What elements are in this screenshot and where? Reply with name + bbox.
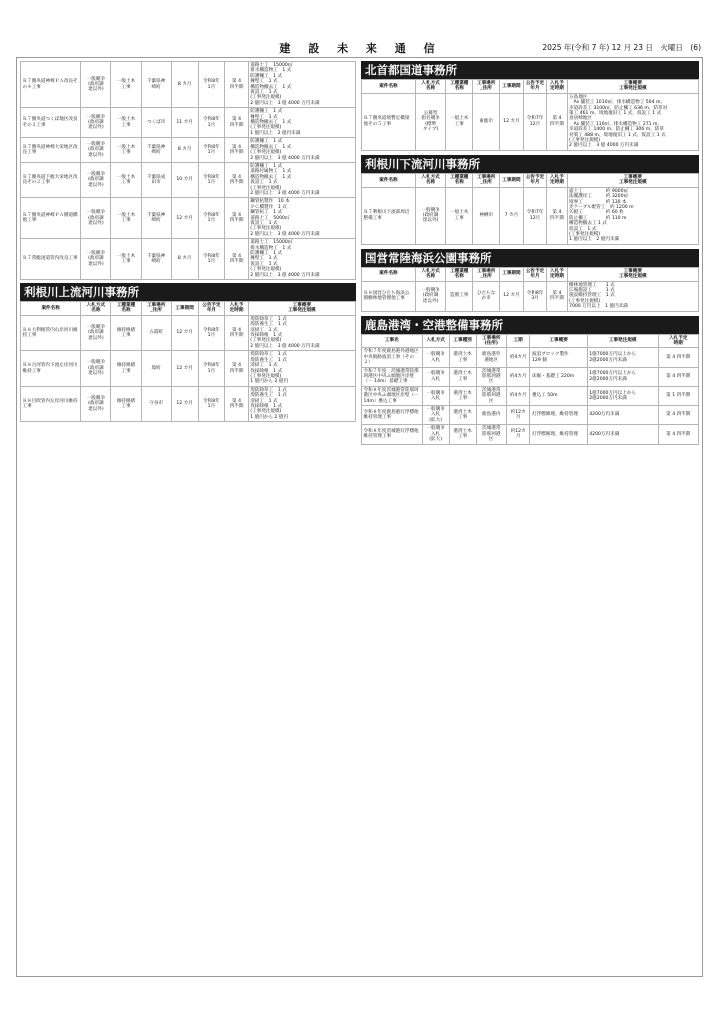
- cell-timing: 第 4 四半期: [225, 138, 248, 163]
- table-row: [21, 108, 356, 138]
- cell-period: 12 カ月: [500, 281, 524, 311]
- cell-period: 7 カ月: [500, 187, 524, 244]
- column-header: 入札予定 時期: [658, 334, 698, 348]
- cell-bid: 一般競争 入札: [422, 367, 449, 386]
- cell-scale: 1億7000万円以上から 2億2000万円未満: [587, 367, 658, 386]
- cell-overview: 裏込工 50m: [530, 386, 587, 405]
- cell-type: 港湾土木 工事: [449, 386, 476, 405]
- cell-name: 令和８年度鹿島港灯浮標他維持管理工事: [362, 406, 423, 425]
- column-header: 公告予定 年月: [198, 302, 225, 316]
- section-heading-tone-upper: 利根川上流河川事務所: [20, 283, 356, 301]
- cell-name: Ｒ７圏央道神崎大栄地区改良工事: [21, 138, 81, 163]
- column-header: 入札予 定時期: [547, 173, 567, 187]
- column-header: 工事概要 工事発注規模: [567, 173, 698, 187]
- column-header: 入札方式 名称: [415, 80, 445, 94]
- cell-timing: 第 4 四半期: [547, 281, 567, 311]
- cell-name: 令和７年度 茨城港常陸那珂港区中央ふ頭地区岸壁（－ 14m）基礎工事: [362, 367, 423, 386]
- left-column: [20, 61, 356, 422]
- cell-period: 12 カ月: [171, 351, 198, 386]
- cell-place: 千葉県神 崎町: [141, 198, 171, 239]
- column-header: 工事概要 工事発注規模: [567, 267, 698, 281]
- cell-overview: 樹林地管理工 1 式 広場施設工 1 式 施設維持管理工 1 式 (工事発注規模) 7000 万円以上 1 億円未満: [567, 281, 698, 311]
- cell-type: 港湾土木 工事: [449, 406, 476, 425]
- table-row: [362, 187, 699, 244]
- cell-place: 東総市: [473, 93, 500, 150]
- cell-period: 8 カ月: [171, 62, 198, 108]
- cell-period: 約4カ月: [506, 367, 530, 386]
- column-header: 工事期間: [500, 267, 524, 281]
- cell-scale: 4200万円未満: [587, 406, 658, 425]
- cell-place: 千葉県神 崎町: [141, 138, 171, 163]
- cell-overview: 防護柵工 1 式 構造物撤去工 1 式 (工事発注規模) 2 億円以上 3 億 4000 万円未満: [248, 138, 355, 163]
- cell-name: Ｒ７圏央道神崎ＰＡ改良その４工事: [21, 62, 81, 108]
- column-header: 工種業種 名称: [446, 173, 473, 187]
- cell-overview: 堤防除草工 1 式 堤防養生工 1 式 清掃工 1 式 伐採除根 1 式 (工事発注規模) 2 億円以上 3 億 4000 万円未満: [248, 315, 355, 350]
- cell-timing: 第 4 四半期: [547, 187, 567, 244]
- cell-overview: 灯浮標修理、維持管理: [530, 406, 587, 425]
- cell-type: 一般土木 工事: [111, 239, 141, 280]
- section-heading-hitachi: 国営常陸海浜公園事務所: [361, 249, 699, 267]
- cell-period: 約4カ月: [506, 348, 530, 367]
- cell-bid: 一般競争 (政府調 達以外): [415, 281, 445, 311]
- cell-timing: 第 4 四半期: [225, 239, 248, 280]
- cell-overview: 五島地区 As 舗装工 1010㎡、排水構造物工 504 m、 歩道段差工 3100㎡、防止柵工 636 m、防草対 策工 461 m、境地復旧工 1 式、仮設工 1 式 鳥居崎地区 As 舗装工 116㎡、排水構造物工 271 m、 歩道段差工 1400 m、防止柵工 306 m、防草 対策工 488 m、境地復旧工 1 式、仮設工 1 式 (工事発注規模) 2 億円以上 3 億 4000 万円未満: [567, 93, 698, 150]
- cell-bid: 一般競争 入札 (拡大): [422, 406, 449, 425]
- table-kitashuto: [361, 79, 699, 151]
- cell-overview: 波浪ブロック製作 129 個: [530, 348, 587, 367]
- issue-date: 2025 年(令和 7 年) 12 月 23 日 火曜日 (6): [542, 43, 701, 52]
- cell-timing: 第 4 四半期: [225, 198, 248, 239]
- cell-name: Ｒ７圏央道境暫定橋梁他その５工事: [362, 93, 416, 150]
- cell-scale: 1億7000万円以上から 2億2000万円未満: [587, 348, 658, 367]
- table-row: [21, 162, 356, 197]
- cell-place: 五霞町: [141, 315, 171, 350]
- cell-name: 令和８年度茨城港常陸那珂港区中央ふ頭地区岸壁（－ 14m）裏込工事: [362, 386, 423, 405]
- table-row: [362, 406, 699, 425]
- cell-type: 維持修繕 工事: [111, 351, 141, 386]
- cell-notice: 令和8年 1月: [198, 138, 225, 163]
- cell-name: Ｒ８大利根管内右岸河川維持工事: [21, 315, 81, 350]
- cell-type: 一般土木 工事: [111, 108, 141, 138]
- cell-notice: 令和8年 1月: [198, 386, 225, 421]
- column-header: 公告予定 年月: [523, 80, 547, 94]
- section-heading-kitashuto: 北首都国道事務所: [361, 61, 699, 79]
- cell-overview: 防護柵工 1 式 擁壁工 1 式 構造物撤去工 1 式 (工事発注規模) 1 億円以上 2 億円未満: [248, 108, 355, 138]
- column-header: 工事発注規模: [587, 334, 658, 348]
- column-header: 工種業種 名称: [446, 80, 473, 94]
- cell-timing: 第 4 四半期: [225, 62, 248, 108]
- table-row: [21, 239, 356, 280]
- cell-overview: 道路土工 15000㎥ 排水構造物工 1 式 防護柵工 1 式 擁壁工 1 式 構造物撤去工 1 式 仮設工 1 式 (工事発注規模) 2 億円以上 3 億 4000 万円未満: [248, 62, 355, 108]
- cell-period: 約4カ月: [506, 386, 530, 405]
- cell-type: 一般土木 工事: [111, 198, 141, 239]
- table-row: [362, 348, 699, 367]
- table-row: [21, 386, 356, 421]
- column-header: 入札方式 名称: [81, 302, 111, 316]
- cell-name: Ｒ７圏央道神崎ＰＡ側道橋他工事: [21, 198, 81, 239]
- cell-type: 港湾土木 工事: [449, 425, 476, 444]
- cell-notice: 令和8年 1月: [198, 239, 225, 280]
- cell-overview: 床掘・基礎工 220m: [530, 367, 587, 386]
- table-hitachi: [361, 267, 699, 312]
- cell-place: 守谷市: [141, 386, 171, 421]
- cell-name: Ｒ７常総国道管内改良工事: [21, 239, 81, 280]
- cell-place: 千葉県成 田市: [141, 162, 171, 197]
- column-header: 案件名称: [21, 302, 81, 316]
- masthead: [18, 40, 703, 54]
- cell-timing: 第 4 四半期: [658, 406, 698, 425]
- cell-type: 維持修繕 工事: [111, 386, 141, 421]
- cell-timing: 第 4 四半期: [658, 367, 698, 386]
- column-header: 工事場所 (住所): [476, 334, 506, 348]
- cell-timing: 第 1 四半期: [658, 386, 698, 405]
- cell-timing: 第 4 四半期: [225, 108, 248, 138]
- column-header: 入札方式 名称: [415, 173, 445, 187]
- cell-notice: 令和8年 1月: [198, 198, 225, 239]
- table-row: [21, 62, 356, 108]
- cell-bid: 一般競争 (政府調 達以外): [81, 138, 111, 163]
- table-row: [362, 367, 699, 386]
- cell-name: 令和７年度鹿島港外港地区中央航路波消工事（その２）: [362, 348, 423, 367]
- column-header: 案件名称: [362, 173, 416, 187]
- cell-name: Ｒ８目吹管内左岸河川維持工事: [21, 386, 81, 421]
- table-kashima: [361, 334, 699, 445]
- column-header: 入札方式 名称: [415, 267, 445, 281]
- cell-period: 8 カ月: [171, 239, 198, 280]
- column-header: 工事期間: [500, 80, 524, 94]
- cell-place: 千葉県神 崎町: [141, 62, 171, 108]
- cell-place: つくば市: [141, 108, 171, 138]
- column-header: 工期: [506, 334, 530, 348]
- table-row: [362, 425, 699, 444]
- column-header: 工事種別: [449, 334, 476, 348]
- cell-scale: 1億7000万円以上から 2億2000万円未満: [587, 386, 658, 405]
- section-heading-kashima: 鹿島港湾・空港整備事務所: [361, 316, 699, 334]
- cell-bid: 一般競争 (政府調 達以外): [81, 108, 111, 138]
- cell-place: 神栖市: [473, 187, 500, 244]
- table-row: [21, 198, 356, 239]
- cell-period: 12 カ月: [171, 198, 198, 239]
- cell-bid: 一般競争 (政府調 達以外): [81, 239, 111, 280]
- cell-type: 維持修繕 工事: [111, 315, 141, 350]
- column-header: 工種業種 名称: [111, 302, 141, 316]
- cell-name: 令和８年度茨城港灯浮標他維持管理工事: [362, 425, 423, 444]
- column-header: 公告予定 年月: [523, 173, 547, 187]
- cell-place: 茨城港常 陸那珂港 区: [476, 386, 506, 405]
- cell-period: 約12カ月: [506, 425, 530, 444]
- cell-type: 港湾土木 工事: [449, 348, 476, 367]
- table-left-top: [20, 61, 356, 280]
- column-header: 工事場所 _住所: [473, 267, 500, 281]
- cell-type: 一般土木 工事: [446, 93, 473, 150]
- cell-overview: 道路土工 15000㎥ 排水構造物工 1 式 防護柵工 1 式 擁壁工 1 式 仮設工 1 式 (工事発注規模) 2 億円以上 3 億 4000 万円未満: [248, 239, 355, 280]
- cell-timing: 第 4 四半期: [547, 93, 567, 150]
- column-header: 工事場所 _住所: [473, 173, 500, 187]
- cell-place: 境町: [141, 351, 171, 386]
- cell-overview: 堤防除草工 1 式 堤防養生工 1 式 清掃工 1 式 伐採除根 1 式 (工事発注規模) 1 億円から 2 億円: [248, 386, 355, 421]
- cell-type: 一般土木 工事: [111, 138, 141, 163]
- column-header: 入札予 定時期: [547, 267, 567, 281]
- cell-overview: 堤防除草工 1 式 堤防養生工 1 式 清掃工 1 式 伐採除根 1 式 (工事発注規模) 1 億円から 2 億円: [248, 351, 355, 386]
- column-header: 入札予 定時期: [225, 302, 248, 316]
- cell-bid: 一般競争 (政府調 達以外): [415, 187, 445, 244]
- cell-place: 鹿島港内: [476, 406, 506, 425]
- cell-notice: 令和8年 1月: [198, 315, 225, 350]
- cell-overview: 盛土工 約 9000㎥ 法覆護岸工 約 3200㎡ 境界工 約 130 本 光ケーブル配管工 約 1200 m 矢板工 約 60 枚 防止柵工 約 110 m 構造物撤去工 1 式 仮設工 1 式 (工事発注規模) 1 億円以上 2 億円未満: [567, 187, 698, 244]
- cell-overview: 防護柵工 1 式 道路付属物工 1 式 構造物撤去工 1 式 仮設工 1 式 (工事発注規模) 2 億円以上 3 億 4000 万円未満: [248, 162, 355, 197]
- cell-type: 港湾土木 工事: [449, 367, 476, 386]
- column-header: 工種業種 名称: [446, 267, 473, 281]
- table-row: [362, 281, 699, 311]
- table-row: [21, 315, 356, 350]
- cell-timing: 第 4 四半期: [225, 386, 248, 421]
- column-header: 工事概要 工事発注規模: [248, 302, 355, 316]
- cell-type: 一般土木 工事: [446, 187, 473, 244]
- column-header: 入札予 定時期: [547, 80, 567, 94]
- table-row: [21, 138, 356, 163]
- table-row: [362, 386, 699, 405]
- cell-bid: 一般競争 (政府調 達以外): [81, 162, 111, 197]
- cell-overview: 灯浮標修理、維持管理: [530, 425, 587, 444]
- right-column: [361, 61, 699, 445]
- cell-bid: 一般競争 (政府調 達以外): [81, 62, 111, 108]
- cell-notice: 令和8年 1月: [198, 62, 225, 108]
- cell-type: 造園工事: [446, 281, 473, 311]
- cell-overview: 鋼管杭製作 10 本 ＰＣ橋製作 1 式 鋼管杭工 1 式 道路土工 5000㎥ 仮設工 1 式 (工事発注規模) 2 億円以上 3 億 4000 万円未満: [248, 198, 355, 239]
- newspaper-title: 建 設 未 来 通 信: [279, 42, 442, 55]
- cell-name: Ｒ８国営ひたち海浜公園樹林地管理他工事: [362, 281, 416, 311]
- cell-notice: 令和7年 12月: [523, 93, 547, 150]
- cell-timing: 第 4 四半期: [225, 351, 248, 386]
- section-heading-tone-lower: 利根川下流河川事務所: [361, 155, 699, 173]
- column-header: 工事場所 _住所: [141, 302, 171, 316]
- cell-timing: 第 4 四半期: [658, 348, 698, 367]
- cell-notice: 令和8年 3月: [523, 281, 547, 311]
- cell-name: Ｒ７圏央道下総大栄地区改良その２工事: [21, 162, 81, 197]
- cell-place: 鹿島港外 港地区: [476, 348, 506, 367]
- cell-bid: 一般競争 (政府調 達以外): [81, 386, 111, 421]
- table-tone-lower: [361, 173, 699, 245]
- cell-period: 12 カ月: [171, 386, 198, 421]
- cell-period: 約12カ月: [506, 406, 530, 425]
- column-header: 工事期間: [171, 302, 198, 316]
- cell-place: 茨城港常 陸那珂港 区: [476, 367, 506, 386]
- cell-scale: 4200万円未満: [587, 425, 658, 444]
- column-header: 公告予定 年月: [523, 267, 547, 281]
- cell-notice: 令和8年 1月: [198, 162, 225, 197]
- cell-notice: 令和8年 1月: [198, 108, 225, 138]
- cell-name: Ｒ７圏央道つくば地区改良その２工事: [21, 108, 81, 138]
- cell-bid: 一般競争 (政府調 達以外): [81, 351, 111, 386]
- column-header: 案件名称: [362, 267, 416, 281]
- cell-timing: 第 4 四半期: [658, 425, 698, 444]
- cell-bid: 一般競争 入札: [422, 386, 449, 405]
- cell-period: 12 カ月: [171, 315, 198, 350]
- table-tone-upper: [20, 301, 356, 422]
- table-row: [21, 351, 356, 386]
- column-header: 工事概要 工事発注規模: [567, 80, 698, 94]
- cell-period: 12 カ月: [500, 93, 524, 150]
- cell-bid: 一般競争 入札 (拡大): [422, 425, 449, 444]
- column-header: 案件名称: [362, 80, 416, 94]
- cell-bid: 一般競争 (政府調 達以外): [81, 198, 111, 239]
- cell-notice: 令和8年 1月: [198, 351, 225, 386]
- cell-period: 10 カ月: [171, 162, 198, 197]
- cell-timing: 第 4 四半期: [225, 315, 248, 350]
- cell-place: 茨城港常 陸那珂港 区: [476, 425, 506, 444]
- cell-bid: 一般競争 入札: [422, 348, 449, 367]
- cell-notice: 令和7年 12月: [523, 187, 547, 244]
- cell-place: 千葉県神 崎町: [141, 239, 171, 280]
- cell-period: 8 カ月: [171, 138, 198, 163]
- cell-name: Ｒ７利根川下流部周辺整備工事: [362, 187, 416, 244]
- column-header: 工事概要: [530, 334, 587, 348]
- cell-timing: 第 4 四半期: [225, 162, 248, 197]
- cell-bid: 公募型 指名競争 (標準 タイプ): [415, 93, 445, 150]
- column-header: 入札方式: [422, 334, 449, 348]
- column-header: 工事場所 _住所: [473, 80, 500, 94]
- cell-type: 一般土木 工事: [111, 62, 141, 108]
- column-header: 工事期間: [500, 173, 524, 187]
- cell-type: 一般土木 工事: [111, 162, 141, 197]
- cell-name: Ｒ８古河管内下流左岸河川維持工事: [21, 351, 81, 386]
- column-header: 工事名: [362, 334, 423, 348]
- cell-period: 11 カ月: [171, 108, 198, 138]
- cell-place: ひたちな か市: [473, 281, 500, 311]
- table-row: [362, 93, 699, 150]
- cell-bid: 一般競争 (政府調 達以外): [81, 315, 111, 350]
